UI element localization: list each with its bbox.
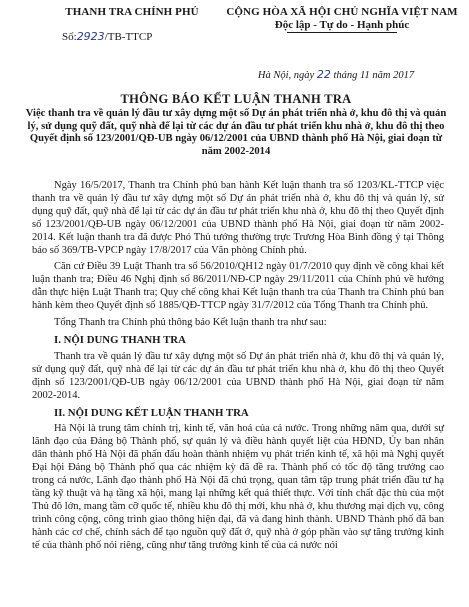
national-motto: Độc lập - Tự do - Hạnh phúc <box>274 19 410 31</box>
document-body <box>32 180 444 556</box>
section-heading-1: I. NỘI DUNG THANH TRA <box>54 333 186 346</box>
document-number-prefix: Số: <box>62 31 77 43</box>
document-subtitle: Việc thanh tra về quản lý đầu tư xây dựng một số Dự án phát triển nhà ở, khu đô thị và quản lý, sử dụng quỹ đất, quỹ nhà để lại từ các dự án đầu tư phát triển khu nhà ở, khu đô thị theo Quyết định số 123/2001/QĐ-UB ngày 06/12/2001 của UBND thành phố Hà Nội, giai đoạn từ năm 2002-2014 <box>25 108 447 158</box>
paragraph-4: Thanh tra về quản lý đầu tư xây dựng một số Dự án phát triển nhà ở, khu đô thị và quản lý, sử dụng quỹ đất, quỹ nhà để lại từ các dự án đầu tư phát triển khu nhà ở, khu đô thị theo Quyết định số 123/2001/QĐ-UB ngày 06/12/2001 của UBND thành phố Hà Nội, giai đoạn từ năm 2002-2014. <box>32 350 444 401</box>
paragraph-5: Hà Nội là trung tâm chính trị, kinh tế, văn hoá của cả nước. Trong những năm qua, dưới sự lãnh đạo của Đảng bộ Thành phố, sự quản lý và điều hành quyết liệt của HĐND, Ủy ban nhân dân thành phố Hà Nội đã phấn đấu hoàn thành nhiệm vụ phát triển kinh tế, xã hội mà Nghị quyết Đại hội Đảng bộ Thành phố qua các nhiệm kỳ đã đề ra. Thành phố có tốc độ tăng trưởng cao trong cả nước, Lãnh đạo thành phố Hà Nội đã chú trọng, quan tâm tập trung phát triển đầu tư hạ tầng kỹ thuật và hạ tầng xã hội, mang lại những kết quả thiết thực. Với tính chất đặc thù của một Thủ đô lớn, mang tầm cỡ quốc tế, nhiều khu đô thị mới, khu nhà ở, khu thương mại dịch vụ, công trình công cộng, công trình giao thông hiện đại, đã và đang hình thành. UBND Thành phố đã ban hành các cơ chế, chính sách để tạo nguồn quỹ đất ở, quỹ nhà ở góp phần vào sự tăng trưởng kinh tế của thành phố nói riêng, cũng như tăng trưởng kinh tế của cả nước nói <box>32 423 444 551</box>
issue-date-prefix: Hà Nội, ngày <box>257 70 315 81</box>
paragraph-1: Ngày 16/5/2017, Thanh tra Chính phủ ban hành Kết luận thanh tra số 1203/KL-TTCP việc thanh tra về quản lý đầu tư xây dựng một số Dự án phát triển nhà ở, khu đô thị và quản lý, sử dụng quỹ đất, quỹ nhà để lại từ các dự án đầu tư phát triển khu nhà ở, khu đô thị theo Quyết định số 123/2001/QĐ-UB ngày 06/12/2001 của UBND thành phố Hà Nội, giai đoạn từ năm 2002-2014. Kết luận thanh tra đã được Phó Thủ tướng thường trực Trương Hòa Bình đồng ý tại Thông báo số 369/TB-VPCP ngày 17/8/2017 của Văn phòng Chính phủ. <box>32 180 444 256</box>
issue-date-suffix: tháng 11 năm 2017 <box>333 70 415 81</box>
document-number-suffix: /TB-TTCP <box>104 31 153 43</box>
document-title: THÔNG BÁO KẾT LUẬN THANH TRA <box>120 92 352 106</box>
motto-underline <box>287 32 397 33</box>
issue-date-day-handwritten: 22 <box>316 68 331 81</box>
document-number <box>62 30 202 43</box>
paragraph-3: Tổng Thanh tra Chính phủ thông báo Kết luận thanh tra như sau: <box>54 317 327 329</box>
section-heading-2: II. NỘI DUNG KẾT LUẬN THANH TRA <box>54 406 249 419</box>
issuer-name: THANH TRA CHÍNH PHỦ <box>65 6 199 18</box>
nation-name: CỘNG HÒA XÃ HỘI CHỦ NGHĨA VIỆT NAM <box>226 6 458 18</box>
issuer-block <box>62 6 202 43</box>
issue-date <box>236 68 436 81</box>
document-header <box>0 6 469 66</box>
national-heading <box>222 6 462 33</box>
title-block <box>20 92 452 159</box>
paragraph-2: Căn cứ Điều 39 Luật Thanh tra số 56/2010/QH12 ngày 01/7/2010 quy định về công khai kết luận thanh tra; Điều 46 Nghị định số 86/2011/NĐ-CP ngày 29/11/2011 của Chính phủ về hướng dẫn thực hiện Luật Thanh tra; Quy chế công khai Kết luận thanh tra của Thanh tra Chính phủ ban hành kèm theo Quyết định số 1885/QĐ-TTCP ngày 31/7/2012 của Tổng Thanh tra Chính phủ. <box>32 261 444 312</box>
document-number-handwritten: 2923 <box>76 30 105 43</box>
